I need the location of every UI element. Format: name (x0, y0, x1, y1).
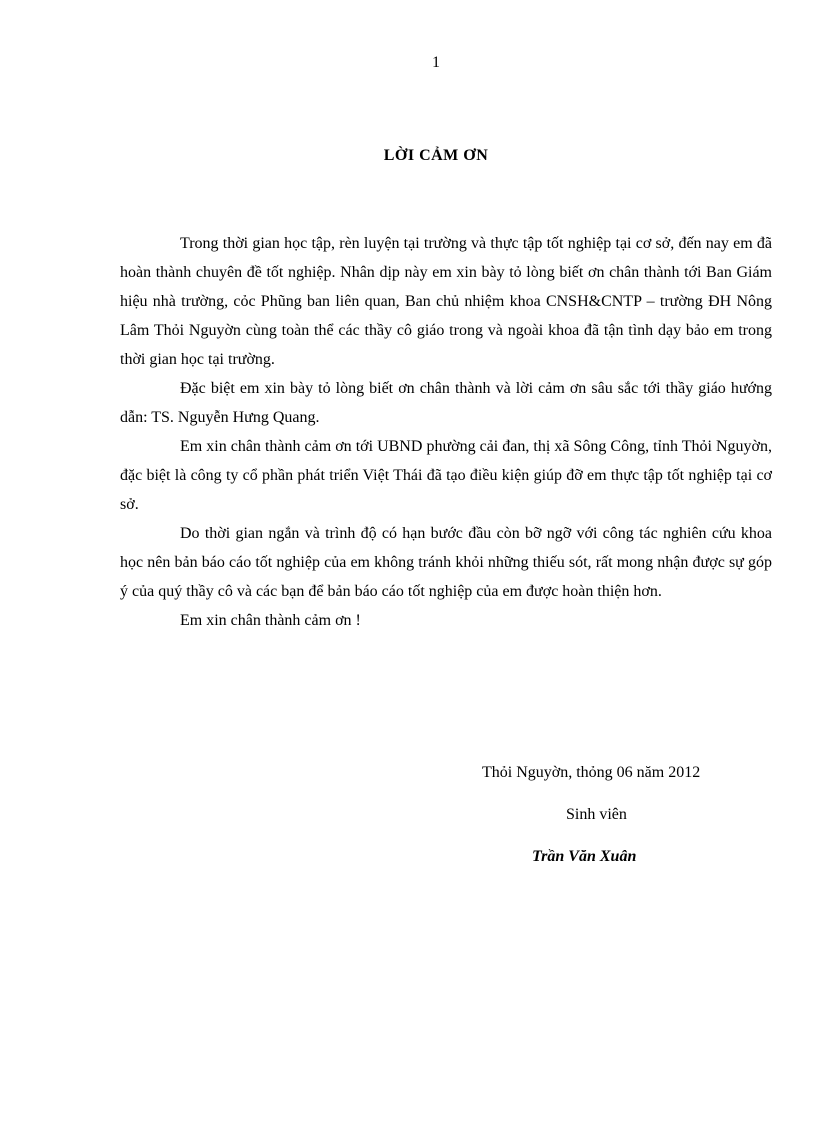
signature-place-date: Thỏi Nguyờn, thỏng 06 năm 2012 (482, 764, 701, 781)
paragraph-5: Em xin chân thành cảm ơn ! (180, 612, 361, 629)
page-number: 1 (432, 54, 440, 71)
paragraph-4: Do thời gian ngắn và trình độ có hạn bước đầu còn bỡ ngỡ với công tác nghiên cứu khoa học nên bản báo cáo tốt nghiệp của em không tránh khỏi những thiếu sót, rất mong nhận được sự góp ý của quý thầy cô và các bạn để bản báo cáo tốt nghiệp của em được hoàn thiện hơn. (120, 525, 772, 600)
signature-name: Trần Văn Xuân (532, 848, 637, 865)
page-title: LỜI CẢM ƠN (383, 147, 489, 164)
signature-role: Sinh viên (566, 806, 627, 823)
paragraph-1: Trong thời gian học tập, rèn luyện tại trường và thực tập tốt nghiệp tại cơ sở, đến nay em đã hoàn thành chuyên đề tốt nghiệp. Nhân dịp này em xin bày tỏ lòng biết ơn chân thành tới Ban Giám hiệu nhà trường, cỏc Phũng ban liên quan, Ban chủ nhiệm khoa CNSH&CNTP – trường ĐH Nông Lâm Thỏi Nguyờn cùng toàn thể các thầy cô giáo trong và ngoài khoa đã tận tình dạy bảo em trong thời gian học tại trường. (120, 235, 772, 368)
acknowledgement-body (120, 229, 772, 635)
paragraph-2: Đặc biệt em xin bày tỏ lòng biết ơn chân thành và lời cảm ơn sâu sắc tới thầy giáo hướng dẫn: TS. Nguyễn Hưng Quang. (120, 380, 772, 426)
paragraph-3: Em xin chân thành cảm ơn tới UBND phường cải đan, thị xã Sông Công, tỉnh Thỏi Nguyờn, đặc biệt là công ty cổ phần phát triển Việt Thái đã tạo điều kiện giúp đỡ em thực tập tốt nghiệp tại cơ sở. (120, 438, 772, 513)
